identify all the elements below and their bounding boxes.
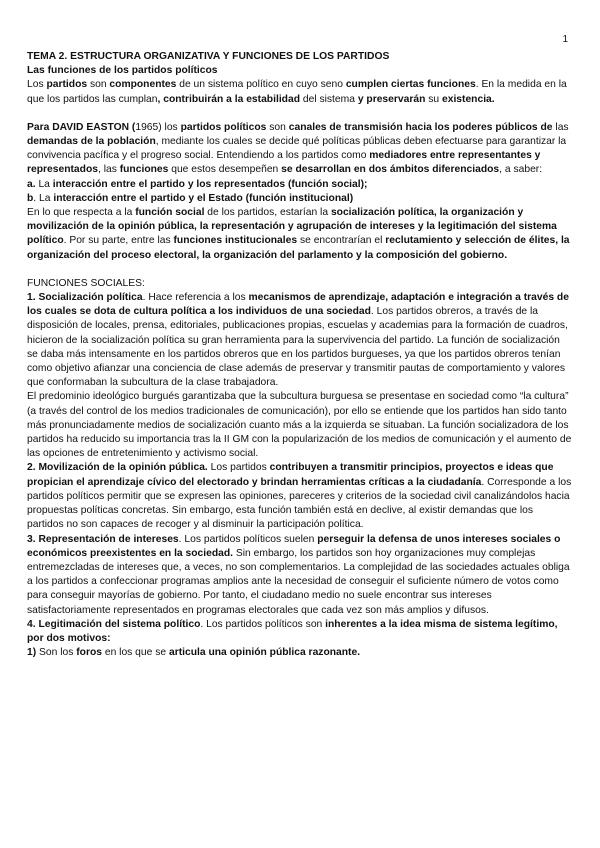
paragraph-gap xyxy=(27,107,572,121)
bold-text: interacción entre el partido y el Estado (función institucional) xyxy=(53,192,354,204)
document-body xyxy=(27,50,572,660)
text-run: son xyxy=(266,121,289,133)
paragraph-p1b xyxy=(27,390,572,461)
bold-text: mecanismos de aprendizaje, adaptación e integración a través de los cuales se dota de cultura política a los individuos de una sociedad xyxy=(27,292,569,318)
bold-text: articula una opinión pública razonante. xyxy=(168,647,361,659)
text-run: , las xyxy=(97,164,120,176)
text-run: . Los partidos obreros, a través de la disposición de locales, prensa, editoriales, publicaciones propias, escuelas y academias para la formación de cuadros, hicieron de la socialización política su gran herramienta para la supervivencia del partido. La función de socialización se daba más intensamente en los partidos obreros que en los partidos burgueses, ya que los partidos obreros tenían como objetivo afianzar una conciencia de clase además de preservar y transmitir pautas de comportamiento y valores que conformaban la subcultura de la clase trabajadora. xyxy=(27,306,568,389)
text-run: Los partidos xyxy=(207,462,270,474)
text-run: . Los partidos políticos son xyxy=(200,618,326,630)
bold-text: , contribuirán a la estabilidad xyxy=(157,93,300,105)
bold-text: b xyxy=(27,192,34,204)
text-run: en los que se xyxy=(101,647,169,659)
paragraph-p2 xyxy=(27,461,572,532)
bold-text: a. xyxy=(27,178,36,190)
paragraph-p4 xyxy=(27,618,572,646)
text-run: . Corresponde a los partidos políticos permitir que se expresen las opiniones, pareceres y criterios de la sociedad civil canalizándolos hacia propuestas políticas concretas. Sin embargo, esta función también está en declive, al existir demandas que los partidos no son capaces de recoger y al disminuir la participación política. xyxy=(27,476,572,531)
bold-text: 3. Representación de intereses xyxy=(27,533,179,545)
bold-text: canales de transmisión hacia los poderes públicos de xyxy=(288,121,553,133)
page-number: 1 xyxy=(562,34,568,45)
bold-text: demandas de la población xyxy=(27,136,156,148)
bold-text: y preservarán xyxy=(357,93,426,105)
bold-text: inherentes a la idea misma de sistema legítimo, por dos motivos: xyxy=(27,618,558,644)
text-run: del sistema xyxy=(300,93,358,105)
bold-text: existencia. xyxy=(441,93,495,105)
bold-text: perseguir la defensa de unos intereses sociales o económicos preexistentes en la sociedad. xyxy=(27,533,561,559)
text-run: . Hace referencia a los xyxy=(142,292,249,304)
bold-text: 4. Legitimación del sistema político xyxy=(27,618,201,630)
text-run: . Por su parte, entre las xyxy=(63,235,174,247)
text-run: su xyxy=(425,93,442,105)
paragraph-respecto xyxy=(27,206,572,263)
paragraph-intro xyxy=(27,78,572,106)
text-run: Los xyxy=(27,79,47,91)
text-run: , a saber: xyxy=(499,164,543,176)
text-run: El predominio ideológico burgués garantizaba que la subcultura burguesa se presentase en sociedad como “la cultura” (a través del control de los medios tradicionales de comunicación), por ello se entiende que los partidos han sido tanto más pronunciadamente medios de socialización cuanto más a la izquierda se situaban. La función socializadora de los partidos ha reducido su importancia tras la II GM con la popularización de los medios de comunicación y el aumento de las opciones de entretenimiento y activismo social. xyxy=(27,391,572,460)
text-run: las xyxy=(552,121,569,133)
text-run: . En la medida en la que los partidos las cumplan xyxy=(27,79,567,105)
bold-text: se desarrollan en dos ámbitos diferenciados xyxy=(281,164,500,176)
text-run: FUNCIONES SOCIALES xyxy=(27,277,143,289)
text-run: En lo que respecta a la xyxy=(27,207,136,219)
text-run: de un sistema político en cuyo seno xyxy=(176,79,346,91)
paragraph-p4-1 xyxy=(27,646,572,660)
bold-text: socialización política, la organización y movilización de la opinión pública, la representación y agrupación de intereses y la legitimación del sistema político xyxy=(27,207,557,247)
bold-text: 1) xyxy=(27,647,37,659)
text-run: Sin embargo, los partidos son hoy organizaciones muy complejas entremezcladas de intereses que, a veces, no son complementarios. La complejidad de las sociedades actuales obliga a los partidos a confeccionar programas amplios ante la necesidad de conseguir el suficiente número de votos como para conseguir mayorías de gobierno. Por tanto, el ciudadano medio no suele encontrar sus intereses satisfactoriamente representados en programas electorales que cada vez son más amplios y difusos. xyxy=(27,547,570,616)
paragraph-func-sociales xyxy=(27,277,572,291)
bold-text: interacción entre el partido y los representados (función social); xyxy=(52,178,368,190)
text-run: La xyxy=(35,178,53,190)
paragraph-gap xyxy=(27,263,572,277)
text-run: de los partidos, estarían la xyxy=(204,207,331,219)
paragraph-item-b xyxy=(27,192,572,206)
bold-text: funciones institucionales xyxy=(173,235,298,247)
bold-text: contribuyen a transmitir principios, proyectos e ideas que propician el aprendizaje cívico del electorado y brindan herramientas críticas a la ciudadanía xyxy=(27,462,554,488)
bold-text: Para DAVID EASTON ( xyxy=(27,121,136,133)
bold-text: función social xyxy=(135,207,205,219)
text-run: son xyxy=(87,79,110,91)
document-title: TEMA 2. ESTRUCTURA ORGANIZATIVA Y FUNCIONES DE LOS PARTIDOS xyxy=(27,51,390,62)
text-run: . Los partidos políticos suelen xyxy=(178,533,318,545)
bold-text: foros xyxy=(76,647,102,659)
bold-text: partidos xyxy=(46,79,88,91)
bold-text: componentes xyxy=(109,79,177,91)
bold-text: mediadores entre representantes y representados xyxy=(27,150,541,176)
text-run: Son los xyxy=(36,647,77,659)
bold-text: partidos políticos xyxy=(180,121,267,133)
text-run: , mediante los cuales se decide qué políticas públicas deben efectuarse para garantizar la convivencia pacífica y el progreso social. Entendiendo a los partidos como xyxy=(27,136,567,162)
text-run: . La xyxy=(33,192,54,204)
document-subtitle: Las funciones de los partidos políticos xyxy=(27,65,218,77)
text-run: que estos desempeñen xyxy=(168,164,282,176)
bold-text: funciones xyxy=(119,164,169,176)
text-run: se encontrarían el xyxy=(297,235,386,247)
bold-text: reclutamiento y selección de élites, la organización del proceso electoral, la organización del parlamento y la composición del gobierno. xyxy=(27,235,570,261)
paragraph-p3 xyxy=(27,533,572,618)
bold-text: 1. Socialización política xyxy=(27,292,143,304)
bold-text: 2. Movilización de la opinión pública. xyxy=(27,462,208,474)
text-run: 1965) los xyxy=(135,121,181,133)
paragraph-list xyxy=(27,78,572,660)
paragraph-p1 xyxy=(27,291,572,390)
paragraph-easton xyxy=(27,121,572,178)
paragraph-item-a xyxy=(27,178,572,192)
bold-text: cumplen ciertas funciones xyxy=(345,79,476,91)
text-run: : xyxy=(142,277,145,289)
